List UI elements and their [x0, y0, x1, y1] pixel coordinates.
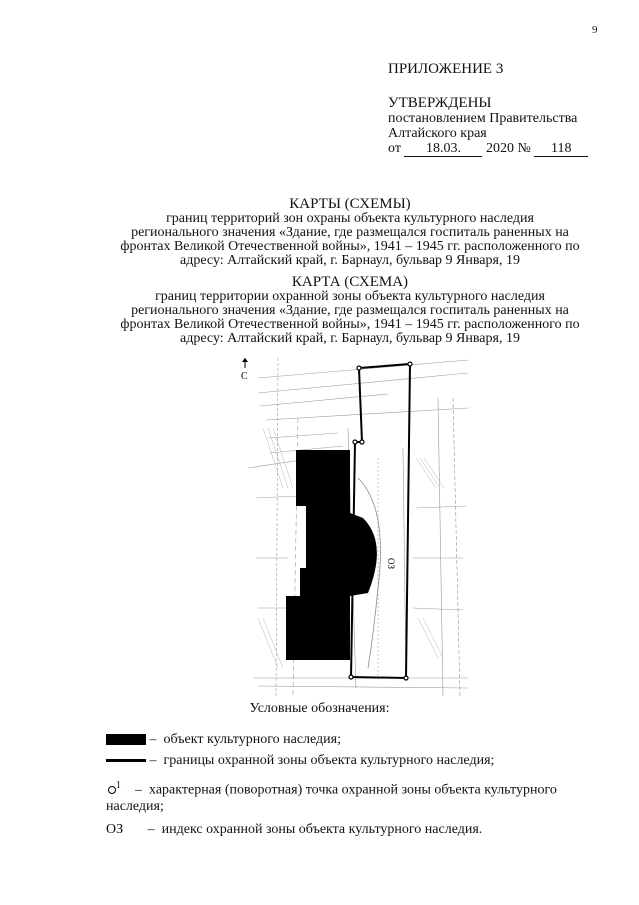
- legend-black-swatch: [106, 734, 146, 745]
- zone-point: [357, 366, 361, 370]
- zone-point: [349, 675, 353, 679]
- legend-abbr: ОЗ: [106, 822, 124, 837]
- approval-line1: постановлением Правительства: [388, 111, 578, 126]
- map-title: [70, 274, 630, 346]
- map-title-line: границ территории охранной зоны объекта культурного наследия: [155, 289, 545, 304]
- approval-line2: Алтайского края: [388, 126, 487, 141]
- map-title-line: регионального значения «Здание, где размещался госпиталь раненных на: [131, 303, 569, 318]
- legend-item-boundary: [106, 753, 494, 769]
- map-scheme: [238, 358, 468, 696]
- approval-number: 118: [534, 141, 588, 157]
- legend-text: характерная (поворотная) точка охранной зоны объекта культурного: [149, 782, 557, 798]
- legend-item-point: [106, 778, 557, 799]
- maps-title: [70, 196, 630, 268]
- map-title-line: фронтах Великой Отечественной войны», 1941 – 1945 гг. расположенного по: [120, 317, 580, 332]
- legend-text: границы охранной зоны объекта культурного наследия;: [163, 753, 495, 768]
- legend-dash: –: [135, 782, 142, 798]
- legend-dash: –: [149, 753, 157, 768]
- zone-point: [353, 440, 357, 444]
- approval-heading: УТВЕРЖДЕНЫ: [388, 95, 492, 111]
- legend-dash: –: [147, 822, 155, 837]
- approval-year: 2020: [485, 141, 514, 156]
- appendix-label: ПРИЛОЖЕНИЕ 3: [388, 61, 504, 77]
- north-label: С: [241, 371, 248, 382]
- heritage-object: [286, 450, 377, 660]
- map-heading: КАРТА (СХЕМА): [291, 274, 409, 290]
- legend-item-point-cont: наследия;: [106, 799, 164, 814]
- maps-title-line: регионального значения «Здание, где размещался госпиталь раненных на: [131, 225, 569, 240]
- maps-title-line: фронтах Великой Отечественной войны», 1941 – 1945 гг. расположенного по: [120, 239, 580, 254]
- legend-text: объект культурного наследия;: [163, 732, 341, 747]
- legend-point-sup: 1: [116, 780, 121, 791]
- approval-date: 18.03.: [404, 141, 482, 157]
- maps-title-line: адресу: Алтайский край, г. Барнаул, бульвар 9 Января, 19: [180, 253, 520, 268]
- legend-item-index: [106, 822, 482, 838]
- zone-point: [360, 440, 364, 444]
- map-title-line: адресу: Алтайский край, г. Барнаул, бульвар 9 Января, 19: [180, 331, 520, 346]
- zone-label: ОЗ: [386, 558, 396, 570]
- legend-text: индекс охранной зоны объекта культурного наследия.: [161, 822, 483, 837]
- north-arrow: [241, 358, 248, 382]
- approval-from-label: от: [388, 141, 401, 156]
- zone-point: [408, 362, 412, 366]
- legend-dash: –: [149, 732, 157, 747]
- maps-heading: КАРТЫ (СХЕМЫ): [289, 196, 411, 212]
- maps-title-line: границ территорий зон охраны объекта культурного наследия: [166, 211, 534, 226]
- legend-point-icon: [108, 786, 116, 794]
- legend-line-swatch: [106, 759, 146, 762]
- approval-number-label: №: [517, 141, 531, 156]
- map-svg: [238, 358, 468, 696]
- page-number: 9: [592, 24, 598, 36]
- zone-point: [404, 676, 408, 680]
- legend-caption: Условные обозначения:: [249, 701, 390, 716]
- approval-block: [388, 96, 588, 157]
- approval-date-line: [388, 141, 588, 157]
- legend-item-object: [106, 732, 341, 748]
